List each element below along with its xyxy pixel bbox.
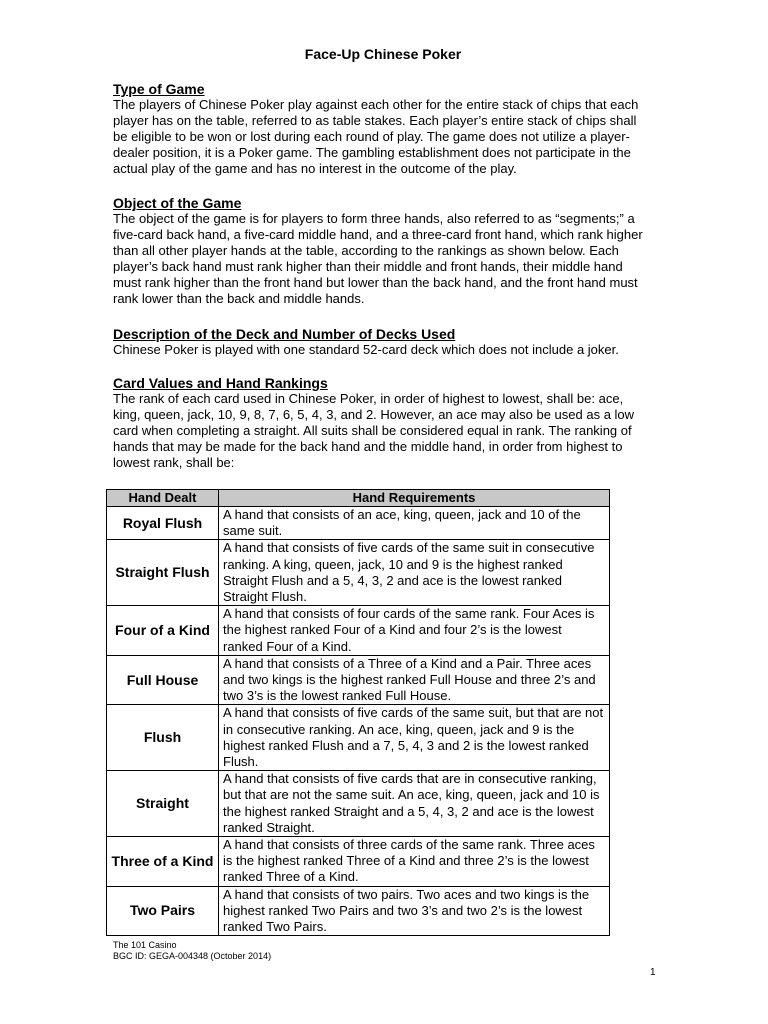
- hand-name-cell: Royal Flush: [107, 507, 219, 540]
- section-heading: Description of the Deck and Number of Decks Used: [113, 326, 456, 342]
- table-row: [107, 705, 610, 771]
- section-deck-description: [113, 326, 653, 358]
- document-footer: [113, 940, 271, 962]
- section-card-values: [113, 375, 653, 471]
- table-row: [107, 655, 610, 705]
- hand-requirement-cell: A hand that consists of five cards that are in consecutive ranking, but that are not the same suit. An ace, king, queen, jack and 10 is the highest ranked Straight and a 5, 4, 3, 2 and ace is the lowest ranked Straight.: [219, 771, 610, 837]
- table-row: [107, 886, 610, 936]
- hand-name-cell: Straight Flush: [107, 540, 219, 606]
- hand-requirement-cell: A hand that consists of three cards of the same rank. Three aces is the highest ranked Three of a Kind and three 2’s is the lowest ranked Three of a Kind.: [219, 837, 610, 887]
- section-body: Chinese Poker is played with one standard 52-card deck which does not include a joker.: [113, 342, 619, 357]
- table-row: [107, 606, 610, 656]
- hand-requirement-cell: A hand that consists of four cards of the same rank. Four Aces is the highest ranked Four of a Kind and four 2’s is the lowest ranked Four of a Kind.: [219, 606, 610, 656]
- section-heading: Card Values and Hand Rankings: [113, 375, 328, 391]
- hand-name-cell: Two Pairs: [107, 886, 219, 936]
- table-header-row: [107, 490, 610, 507]
- section-body: The rank of each card used in Chinese Poker, in order of highest to lowest, shall be: ace, king, queen, jack, 10, 9, 8, 7, 6, 5, 4, 3, and 2. However, an ace may also be used as a low card when completing a straight. All suits shall be considered equal in rank. The ranking of hands that may be made for the back hand and the middle hand, in order from highest to lowest rank, shall be:: [113, 391, 635, 471]
- section-type-of-game: [113, 81, 653, 177]
- column-header-hand-dealt: Hand Dealt: [107, 490, 219, 507]
- hand-requirement-cell: A hand that consists of five cards of the same suit, but that are not in consecutive ranking. An ace, king, queen, jack and 9 is the highest ranked Flush and a 7, 5, 4, 3 and 2 is the lowest ranked Flush.: [219, 705, 610, 771]
- page-title: Face-Up Chinese Poker: [304, 46, 462, 62]
- table-row: [107, 507, 610, 540]
- hand-requirement-cell: A hand that consists of a Three of a Kind and a Pair. Three aces and two kings is the highest ranked Full House and three 2’s and two 3’s is the lowest ranked Full House.: [219, 655, 610, 705]
- section-body: The players of Chinese Poker play against each other for the entire stack of chips that each player has on the table, referred to as table stakes. Each player’s entire stack of chips shall be eligible to be won or lost during each round of play. The game does not utilize a player-dealer position, it is a Poker game. The gambling establishment does not participate in the actual play of the game and has no interest in the outcome of the play.: [113, 97, 639, 177]
- section-heading: Object of the Game: [113, 195, 242, 211]
- footer-casino-name: The 101 Casino: [113, 940, 177, 950]
- hand-name-cell: Full House: [107, 655, 219, 705]
- section-object-of-game: [113, 195, 653, 308]
- page-number: 1: [650, 967, 656, 978]
- table-row: [107, 837, 610, 887]
- hand-requirement-cell: A hand that consists of five cards of the same suit in consecutive ranking. A king, queen, jack, 10 and 9 is the highest ranked Straight Flush and a 5, 4, 3, 2 and ace is the lowest ranked Straight Flush.: [219, 540, 610, 606]
- section-body: The object of the game is for players to form three hands, also referred to as “segments;” a five-card back hand, a five-card middle hand, and a three-card front hand, which rank higher than all other player hands at the table, according to the rankings as shown below. Each player’s back hand must rank higher than their middle and front hands, their middle hand must rank higher than the front hand but lower than the back hand, and the front hand must rank lower than the back and middle hands.: [113, 211, 643, 307]
- hand-name-cell: Straight: [107, 771, 219, 837]
- hand-requirement-cell: A hand that consists of an ace, king, queen, jack and 10 of the same suit.: [219, 507, 610, 540]
- hand-name-cell: Four of a Kind: [107, 606, 219, 656]
- hand-name-cell: Three of a Kind: [107, 837, 219, 887]
- footer-bgc-id: BGC ID: GEGA-004348 (October 2014): [113, 951, 272, 961]
- section-heading: Type of Game: [113, 81, 205, 97]
- table-row: [107, 771, 610, 837]
- column-header-hand-requirements: Hand Requirements: [219, 490, 610, 507]
- hand-rankings-table: [106, 489, 610, 936]
- table-row: [107, 540, 610, 606]
- hand-name-cell: Flush: [107, 705, 219, 771]
- hand-requirement-cell: A hand that consists of two pairs. Two aces and two kings is the highest ranked Two Pairs and two 3’s and two 2’s is the lowest ranked Two Pairs.: [219, 886, 610, 936]
